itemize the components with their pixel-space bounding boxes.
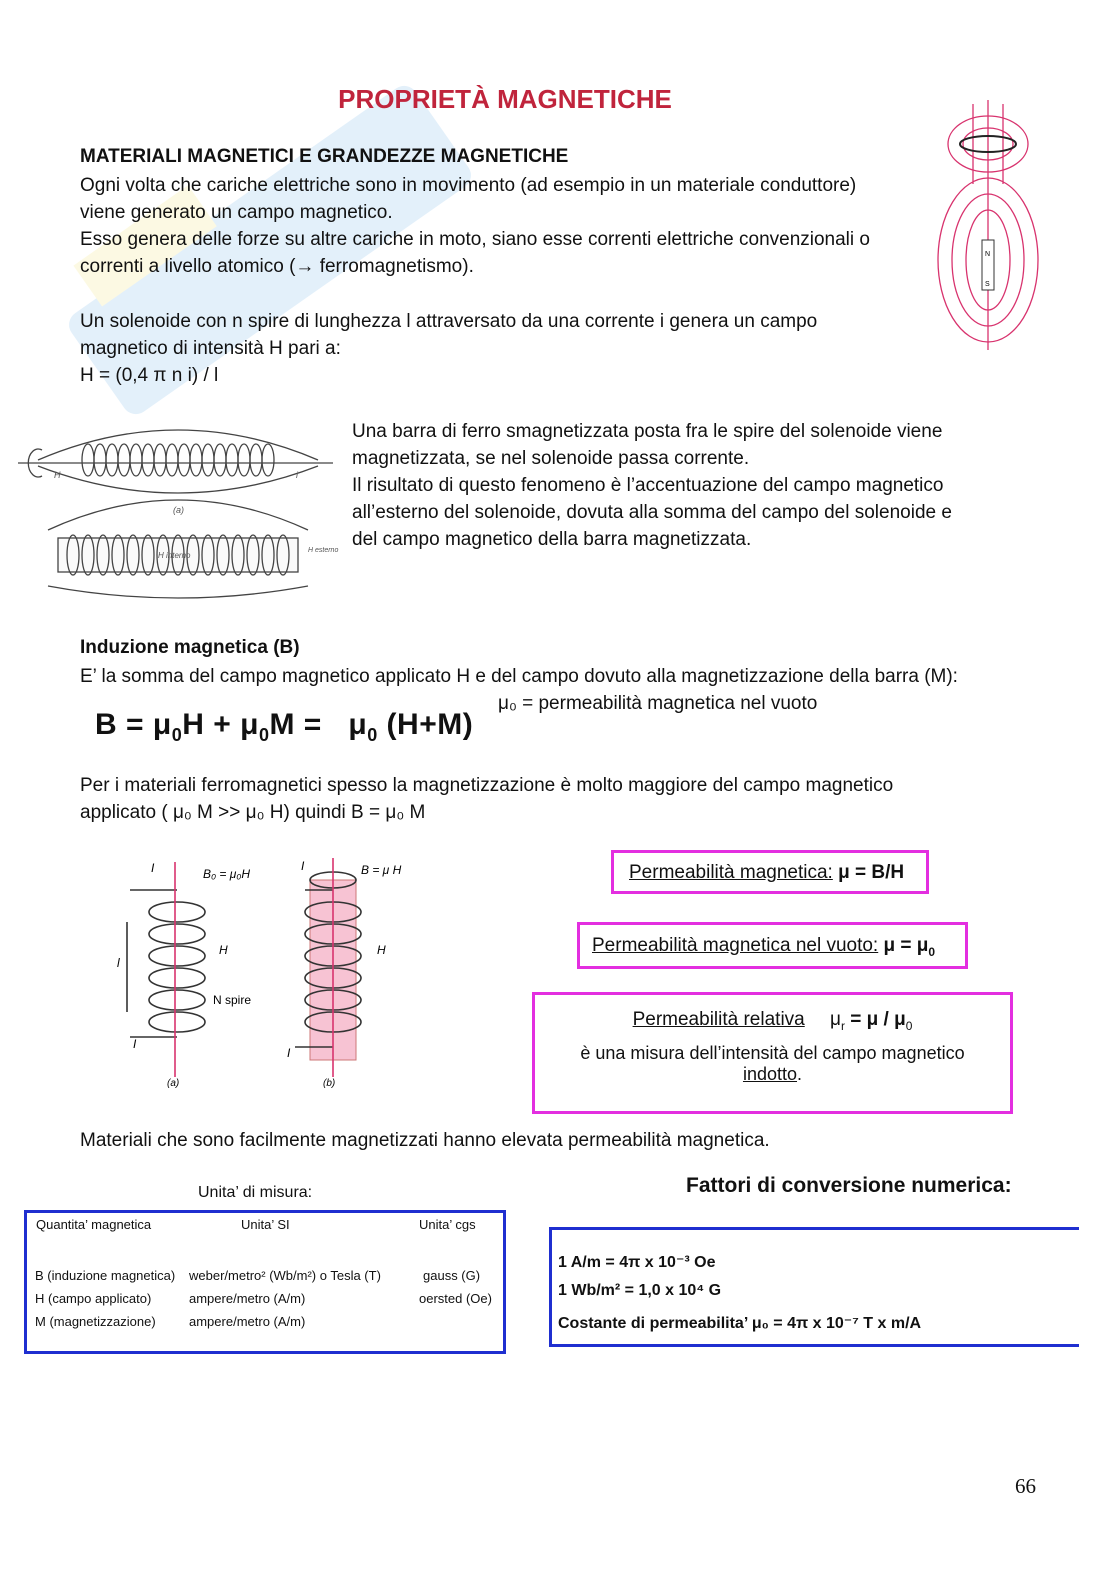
h-label: H [377,943,386,957]
h-esterno-label: H esterno [308,547,339,554]
text-line: H = (0,4 π n i) / l [80,365,219,386]
fig-label-a: (a) [167,1078,180,1089]
conversion-box [549,1227,1079,1347]
south-label: S [985,281,990,288]
text-line: all’esterno del solenoide, dovuta alla somma del campo del solenoide e [352,502,952,523]
page-number: 66 [1015,1474,1036,1498]
table-cell: ampere/metro (A/m) [189,1314,306,1329]
solenoid-text [80,308,817,389]
units-title: Unita’ di misura: [198,1184,313,1201]
mu-note: μ₀ = permeabilità magnetica nel vuoto [498,693,818,714]
section-heading: MATERIALI MAGNETICI E GRANDEZZE MAGNETICHE [80,146,569,167]
bar-text [352,418,952,553]
text-line: Per i materiali ferromagnetici spesso la magnetizzazione è molto maggiore del campo magnetico [80,775,894,796]
conversion-line: 1 Wb/m² = 1,0 x 10⁴ G [558,1282,722,1299]
table-cell: H (campo applicato) [35,1291,152,1306]
text-line: magnetizzata, se nel solenoide passa corrente. [352,448,750,469]
h-label: H [219,943,228,957]
length-label: l [117,956,120,970]
text-line: Una barra di ferro smagnetizzata posta fra le spire del solenoide viene [352,421,943,442]
current-label: I [301,859,305,873]
b-label: B = μ H [361,863,402,877]
induction-text: E’ la somma del campo magnetico applicato H e del campo dovuto alla magnetizzazione della barra (M): [80,666,958,687]
conversion-title: Fattori di conversione numerica: [686,1174,1012,1197]
section1-text [80,172,870,280]
permeability-box: Permeabilità magnetica: μ = B/H [611,850,929,894]
magnetic-field-figure [928,100,1058,355]
table-cell: oersted (Oe) [419,1291,492,1306]
solenoid-figure [18,410,348,605]
induction-formula: $B = \mu_0H + \mu_0M = \mu_0$ (H+M) [95,708,474,745]
table-cell: M (magnetizzazione) [35,1314,156,1329]
conversion-line: 1 A/m = 4π x 10⁻³ Oe [558,1254,716,1271]
n-spire-label: N spire [213,993,252,1007]
conversion-line: Costante di permeabilita’ μ₀ = 4π x 10⁻⁷ T x m/A [558,1315,922,1332]
text-line: del campo magnetico della barra magnetizzata. [352,529,752,550]
current-label: I [133,1037,137,1051]
text-line: Il risultato di questo fenomeno è l’accentuazione del campo magnetico [352,475,944,496]
text-line: correnti a livello atomico (→ ferromagnetismo). [80,256,474,277]
permeability-vacuum-box: Permeabilità magnetica nel vuoto: $\mu = \mu_0$ [577,922,968,969]
page-title: PROPRIETÀ MAGNETICHE [338,84,672,114]
ferro-text [80,772,893,826]
text-line: viene generato un campo magnetico. [80,202,393,223]
column-header: Unita’ cgs [419,1217,476,1232]
fig-label-a: (a) [173,505,184,515]
table-cell: B (induzione magnetica) [35,1268,176,1283]
h-interno-label: H interno [158,551,191,560]
table-cell: ampere/metro (A/m) [189,1291,306,1306]
text-line: magnetico di intensità H pari a: [80,338,341,359]
text-line: Ogni volta che cariche elettriche sono in movimento (ad esempio in un materiale conduttore) [80,175,857,196]
h-label: H [54,470,61,480]
current-label: I [151,861,155,875]
b0-label: B₀ = μ₀H [203,867,251,881]
column-header: Quantita’ magnetica [36,1217,152,1232]
table-cell: weber/metro² (Wb/m²) o Tesla (T) [189,1268,381,1283]
current-label: I [287,1046,291,1060]
relative-permeability-box: Permeabilità relativa $\mu_r = \mu / \mu_0$ è una misura dell’intensità del campo magnetico indotto. [532,992,1013,1114]
north-label: N [985,251,991,258]
table-cell: gauss (G) [423,1268,481,1283]
current-label: i [296,470,298,480]
column-header: Unita’ SI [241,1217,290,1232]
induction-heading: Induzione magnetica (B) [80,637,300,658]
text-line: Esso genera delle forze su altre cariche in moto, siano esse correnti elettriche convenzionali o [80,229,870,250]
fig-label-b: (b) [323,1078,336,1089]
text-line: applicato ( μ₀ M >> μ₀ H) quindi B = μ₀ M [80,802,426,823]
materials-text: Materiali che sono facilmente magnetizzati hanno elevata permeabilità magnetica. [80,1130,770,1151]
coil-figure [115,852,425,1092]
text-line: Un solenoide con n spire di lunghezza l attraversato da una corrente i genera un campo [80,311,818,332]
units-table [24,1210,506,1354]
